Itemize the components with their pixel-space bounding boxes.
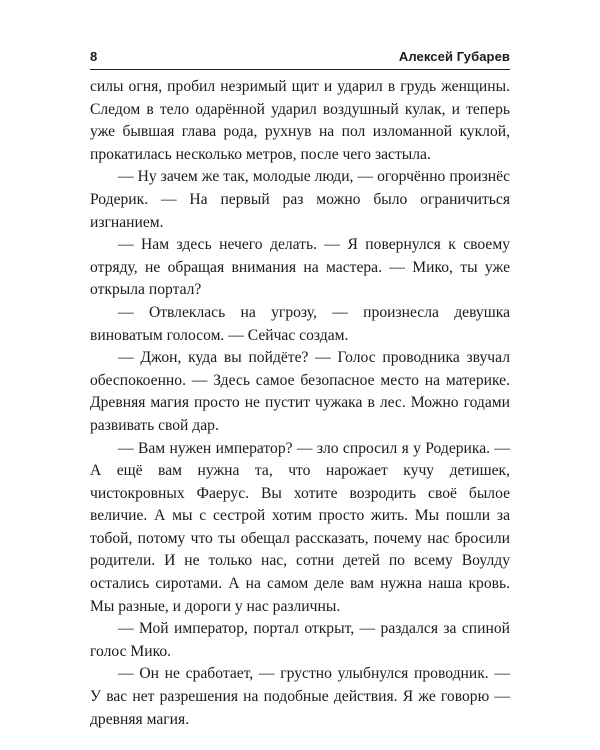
paragraph: — Нам здесь нечего делать. — Я повернулся к своему отряду, не обращая внимания на мастера. — Мико, ты уже открыла портал? — [90, 236, 510, 299]
header-rule — [90, 69, 510, 70]
paragraph: — Ну зачем же так, молодые люди, — огорчённо произнёс Родерик. — На первый раз можно было ограничиться изгнанием. — [90, 168, 510, 231]
running-header — [90, 44, 510, 64]
paragraph: — Отвлеклась на угрозу, — произнесла девушка виноватым голосом. — Сейчас создам. — [90, 303, 510, 344]
book-page — [90, 44, 510, 731]
paragraph: — Он не сработает, — грустно улыбнулся проводник. — У вас нет разрешения на подобные действия. Я же говорю — древняя магия. — [90, 665, 510, 728]
paragraph: — Мой император, портал открыт, — раздался за спиной голос Мико. — [90, 620, 510, 660]
paragraph: — Вам нужен император? — зло спросил я у Родерика. — А ещё вам нужна та, что нарожает кучу детишек, чистокровных Фаерус. Вы хотите возродить своё былое величие. А мы с сестрой хотим просто жить. Мы пошли за тобой, потому что ты обещал рассказать, почему нас бросили родители. И не только нас, сотни детей по всему Воулду остались сиротами. А на самом деле вам нужна наша кровь. Мы разные, и дороги у нас различны. — [90, 439, 510, 615]
running-header-author: Алексей Губарев — [398, 49, 510, 64]
paragraph: силы огня, пробил незримый щит и ударил в грудь женщины. Следом в тело одарённой ударил воздушный кулак, и теперь уже бывшая глава рода, рухнув на пол изломанной куклой, прокатилась несколько метров, после чего застыла. — [90, 78, 510, 163]
paragraph: — Джон, куда вы пойдёте? — Голос проводника звучал обеспокоенно. — Здесь самое безопасное место на материке. Древняя магия просто не пустит чужака в лес. Можно годами развивать свой дар. — [90, 349, 510, 434]
page-number: 8 — [90, 49, 98, 64]
body-text — [90, 76, 510, 731]
